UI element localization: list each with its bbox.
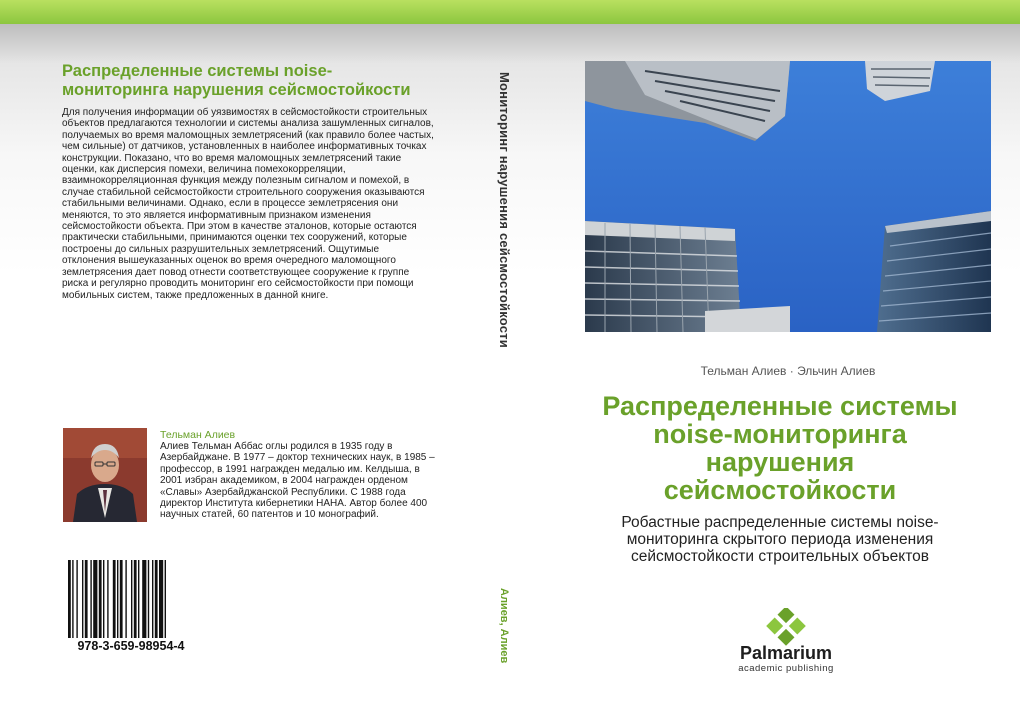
top-color-band <box>0 0 1020 24</box>
front-authors: Тельман Алиев · Эльчин Алиев <box>700 364 876 378</box>
publisher-tagline: academic publishing <box>738 663 834 674</box>
author-bio: Алиев Тельман Аббас оглы родился в 1935 году в Азербайджане. В 1977 – доктор технических наук, в 1985 – профессор, в 1991 награжден медалью им. Келдыша, в 2001 избран академиком, в 2004 награжден орденом «Славы» Азербайджанской Республики. С 1988 года директор Института кибернетики НАНА. Автор более 400 научных статей, 60 патентов и 10 монографий. <box>160 441 435 521</box>
isbn-number: 978-3-659-98954-4 <box>77 639 185 653</box>
front-title: Распределенные системы noise-мониторинга нарушения сейсмостойкости <box>602 391 958 505</box>
spine-title: Мониторинг нарушения сейсмостойкости <box>497 72 512 348</box>
barcode <box>64 560 198 638</box>
back-cover-description: Для получения информации об уязвимостях в сейсмостойкости строительных объектов предлагаются технологии и системы анализа зашумленных сигналов, получаемых во время маломощных землетрясений (как правило более частых, чем сильные) от датчиков, установленных в наиболее информативных точках конструкции. Показано, что во время маломощных землетрясений такие оценки, как дисперсия помехи, величина помехокорреляции, взаимнокорреляционная функция между полезным сигналом и помехой, в случае стабильной сейсмостойкости строительного сооружения оказываются стабильными величинами. Однако, если в процессе землетрясения они меняются, то это является информативным признаком изменения сейсмостойкости объекта. При этом в качестве эталонов, которые остаются практически стабильными, принимаются оценки тех сооружений, которые построены до сильных разрушительных землетрясений. Ощутимые отклонения вышеуказанных оценок во время очередного маломощного землетрясения дает повод отнести соответствующее сооружение к группе риска и регулярно проводить мониторинг его сейсмостойкости при помощи мобильных систем, также предложенных в данной книге. <box>62 107 434 301</box>
author-name: Тельман Алиев <box>160 429 236 441</box>
cover-photo-skyscrapers <box>585 61 991 332</box>
author-photo <box>63 428 147 522</box>
spine-authors: Алиев, Алиев <box>498 588 510 664</box>
publisher-name: Palmarium <box>739 643 833 663</box>
front-subtitle: Робастные распределенные системы noise-мониторинга скрытого периода изменения сейсмостойкости строительных объектов <box>621 514 939 565</box>
back-cover-title: Распределенные системы noise-мониторинга нарушения сейсмостойкости <box>62 62 411 99</box>
